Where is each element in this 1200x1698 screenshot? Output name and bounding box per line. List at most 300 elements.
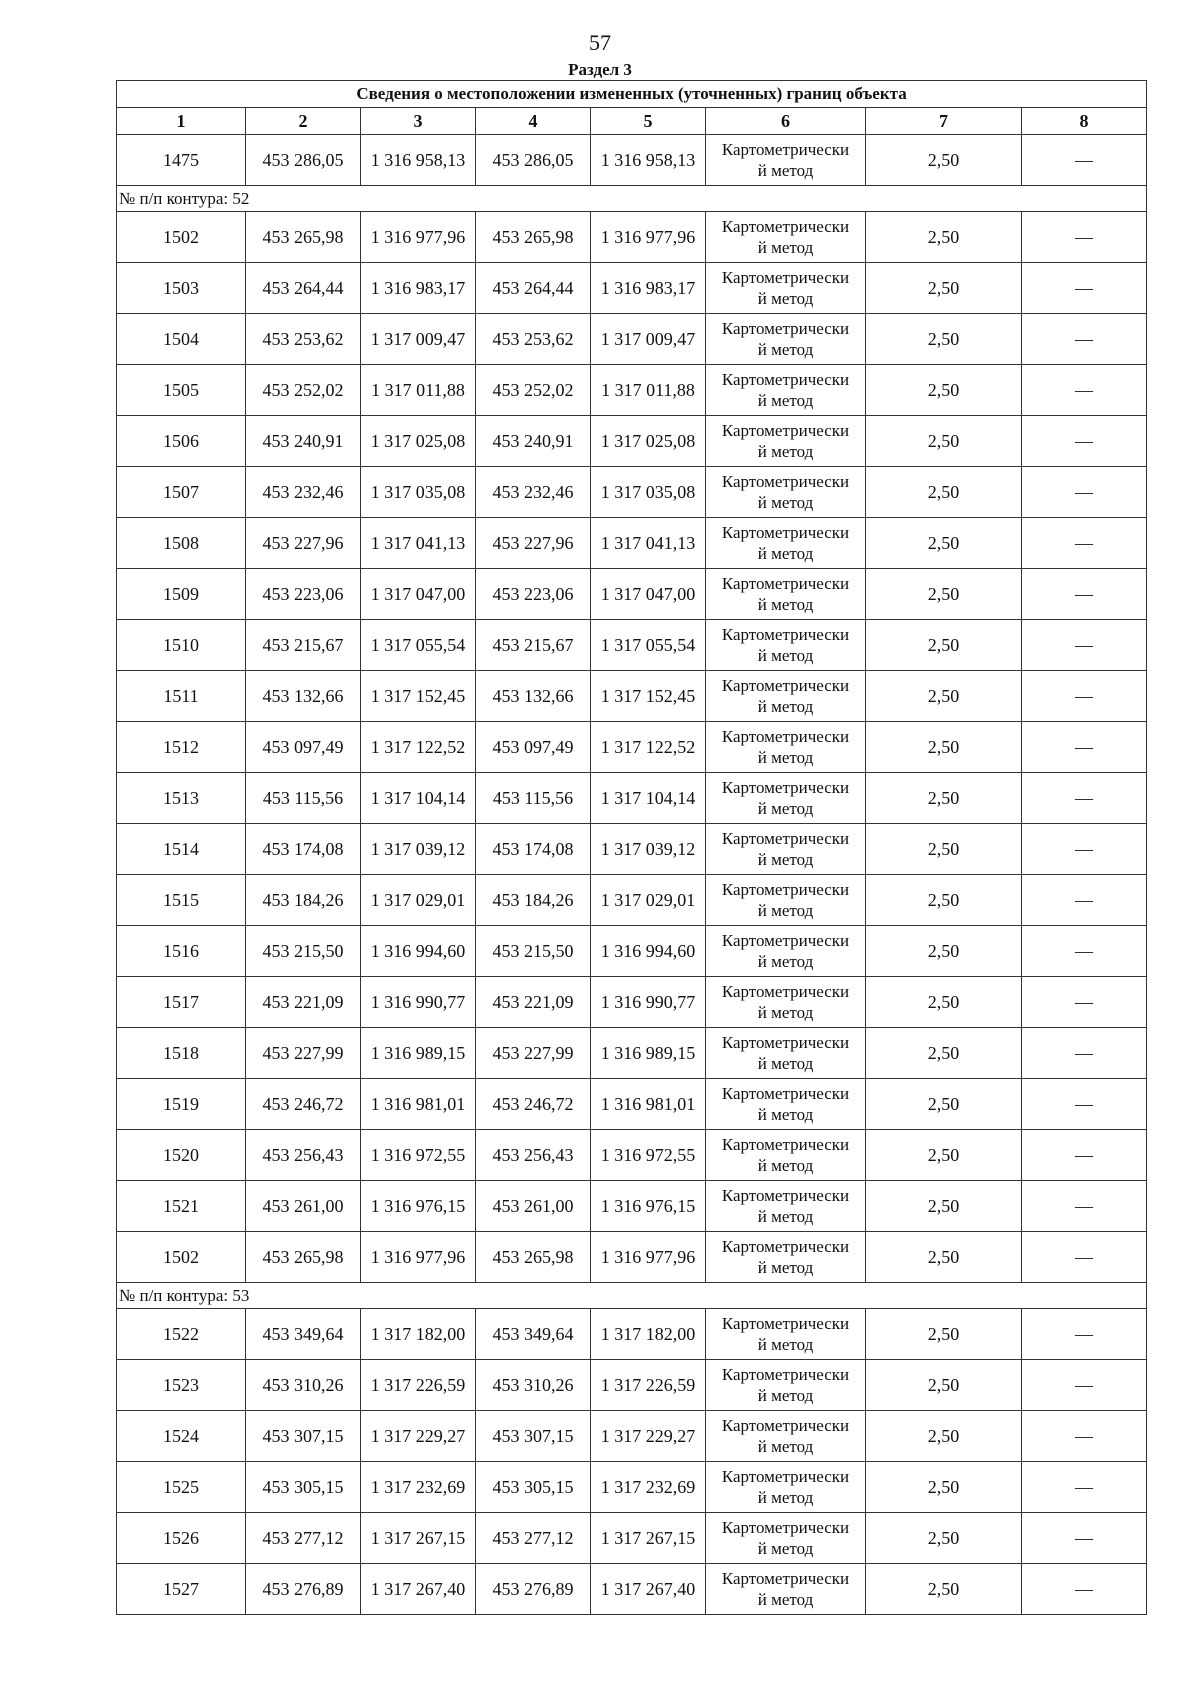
method-cell [706, 135, 866, 186]
description-cell: — [1022, 620, 1147, 671]
description-cell: — [1022, 1079, 1147, 1130]
method-cell [706, 518, 866, 569]
y-old-cell: 1 316 990,77 [361, 977, 476, 1028]
x-old-cell: 453 097,49 [246, 722, 361, 773]
method-text-line2: й метод [757, 1590, 814, 1609]
table-row [117, 977, 1147, 1028]
x-old-cell: 453 232,46 [246, 467, 361, 518]
y-new-cell: 1 316 977,96 [591, 212, 706, 263]
method-text-line2: й метод [757, 1054, 814, 1073]
column-number: 7 [866, 108, 1022, 135]
method-text-line1: Картометрически [721, 1518, 850, 1537]
x-new-cell: 453 232,46 [476, 467, 591, 518]
x-new-cell: 453 115,56 [476, 773, 591, 824]
method-text-line2: й метод [757, 1207, 814, 1226]
precision-cell: 2,50 [866, 467, 1022, 518]
table-row [117, 773, 1147, 824]
y-old-cell: 1 317 232,69 [361, 1462, 476, 1513]
x-old-cell: 453 256,43 [246, 1130, 361, 1181]
coordinates-table [116, 80, 1147, 1615]
description-cell: — [1022, 824, 1147, 875]
x-old-cell: 453 227,96 [246, 518, 361, 569]
method-text-line1: Картометрически [721, 676, 850, 695]
table-row [117, 416, 1147, 467]
x-old-cell: 453 221,09 [246, 977, 361, 1028]
method-cell [706, 875, 866, 926]
table-row [117, 314, 1147, 365]
y-old-cell: 1 317 055,54 [361, 620, 476, 671]
y-new-cell: 1 317 025,08 [591, 416, 706, 467]
table-row [117, 875, 1147, 926]
precision-cell: 2,50 [866, 1309, 1022, 1360]
method-cell [706, 263, 866, 314]
method-text-line2: й метод [757, 544, 814, 563]
x-old-cell: 453 215,67 [246, 620, 361, 671]
contour-label: № п/п контура: 52 [117, 186, 1147, 212]
table-row [117, 518, 1147, 569]
point-number-cell: 1510 [117, 620, 246, 671]
table-body [117, 81, 1147, 1615]
x-old-cell: 453 310,26 [246, 1360, 361, 1411]
method-text-line2: й метод [757, 952, 814, 971]
method-text-line1: Картометрически [721, 778, 850, 797]
description-cell: — [1022, 135, 1147, 186]
x-old-cell: 453 253,62 [246, 314, 361, 365]
table-row [117, 1411, 1147, 1462]
column-number: 3 [361, 108, 476, 135]
y-old-cell: 1 317 122,52 [361, 722, 476, 773]
y-old-cell: 1 317 226,59 [361, 1360, 476, 1411]
precision-cell: 2,50 [866, 1181, 1022, 1232]
description-cell: — [1022, 1130, 1147, 1181]
table-row [117, 1462, 1147, 1513]
contour-row [117, 186, 1147, 212]
x-new-cell: 453 221,09 [476, 977, 591, 1028]
y-new-cell: 1 317 182,00 [591, 1309, 706, 1360]
method-text-line1: Картометрически [721, 1467, 850, 1486]
table-row [117, 569, 1147, 620]
precision-cell: 2,50 [866, 365, 1022, 416]
method-text-line2: й метод [757, 748, 814, 767]
x-new-cell: 453 227,99 [476, 1028, 591, 1079]
y-new-cell: 1 317 011,88 [591, 365, 706, 416]
table-row [117, 1130, 1147, 1181]
table-title: Сведения о местоположении измененных (уточненных) границ объекта [117, 81, 1147, 108]
y-old-cell: 1 317 041,13 [361, 518, 476, 569]
column-number: 5 [591, 108, 706, 135]
x-new-cell: 453 256,43 [476, 1130, 591, 1181]
description-cell: — [1022, 671, 1147, 722]
method-text-line2: й метод [757, 289, 814, 308]
point-number-cell: 1523 [117, 1360, 246, 1411]
method-text-line1: Картометрически [721, 421, 850, 440]
y-old-cell: 1 317 035,08 [361, 467, 476, 518]
point-number-cell: 1519 [117, 1079, 246, 1130]
y-old-cell: 1 316 981,01 [361, 1079, 476, 1130]
point-number-cell: 1520 [117, 1130, 246, 1181]
method-text-line1: Картометрически [721, 217, 850, 236]
method-text-line2: й метод [757, 442, 814, 461]
point-number-cell: 1518 [117, 1028, 246, 1079]
method-cell [706, 569, 866, 620]
precision-cell: 2,50 [866, 875, 1022, 926]
x-old-cell: 453 305,15 [246, 1462, 361, 1513]
description-cell: — [1022, 1360, 1147, 1411]
table-row [117, 263, 1147, 314]
x-new-cell: 453 240,91 [476, 416, 591, 467]
y-new-cell: 1 316 981,01 [591, 1079, 706, 1130]
method-text-line2: й метод [757, 391, 814, 410]
precision-cell: 2,50 [866, 773, 1022, 824]
x-old-cell: 453 276,89 [246, 1564, 361, 1615]
method-cell [706, 977, 866, 1028]
method-text-line2: й метод [757, 799, 814, 818]
table-title-row [117, 81, 1147, 108]
point-number-cell: 1512 [117, 722, 246, 773]
precision-cell: 2,50 [866, 824, 1022, 875]
x-new-cell: 453 307,15 [476, 1411, 591, 1462]
method-text-line1: Картометрически [721, 1033, 850, 1052]
method-cell [706, 1079, 866, 1130]
table-row [117, 722, 1147, 773]
y-new-cell: 1 317 226,59 [591, 1360, 706, 1411]
x-old-cell: 453 307,15 [246, 1411, 361, 1462]
method-text-line2: й метод [757, 1437, 814, 1456]
method-text-line2: й метод [757, 1258, 814, 1277]
method-cell [706, 1028, 866, 1079]
y-old-cell: 1 317 025,08 [361, 416, 476, 467]
x-old-cell: 453 240,91 [246, 416, 361, 467]
precision-cell: 2,50 [866, 1513, 1022, 1564]
precision-cell: 2,50 [866, 1028, 1022, 1079]
y-new-cell: 1 317 122,52 [591, 722, 706, 773]
point-number-cell: 1507 [117, 467, 246, 518]
method-text-line1: Картометрически [721, 370, 850, 389]
point-number-cell: 1516 [117, 926, 246, 977]
x-new-cell: 453 310,26 [476, 1360, 591, 1411]
y-new-cell: 1 317 039,12 [591, 824, 706, 875]
method-text-line1: Картометрически [721, 1569, 850, 1588]
precision-cell: 2,50 [866, 1079, 1022, 1130]
point-number-cell: 1502 [117, 1232, 246, 1283]
method-cell [706, 212, 866, 263]
x-new-cell: 453 261,00 [476, 1181, 591, 1232]
point-number-cell: 1521 [117, 1181, 246, 1232]
precision-cell: 2,50 [866, 926, 1022, 977]
method-text-line2: й метод [757, 161, 814, 180]
description-cell: — [1022, 314, 1147, 365]
precision-cell: 2,50 [866, 135, 1022, 186]
description-cell: — [1022, 365, 1147, 416]
table-row [117, 467, 1147, 518]
column-number: 2 [246, 108, 361, 135]
y-new-cell: 1 317 232,69 [591, 1462, 706, 1513]
method-cell [706, 773, 866, 824]
point-number-cell: 1514 [117, 824, 246, 875]
y-new-cell: 1 317 267,40 [591, 1564, 706, 1615]
method-text-line2: й метод [757, 646, 814, 665]
description-cell: — [1022, 518, 1147, 569]
method-cell [706, 1360, 866, 1411]
y-old-cell: 1 317 267,15 [361, 1513, 476, 1564]
description-cell: — [1022, 722, 1147, 773]
point-number-cell: 1509 [117, 569, 246, 620]
precision-cell: 2,50 [866, 1130, 1022, 1181]
method-text-line2: й метод [757, 1539, 814, 1558]
description-cell: — [1022, 263, 1147, 314]
x-new-cell: 453 305,15 [476, 1462, 591, 1513]
column-number: 1 [117, 108, 246, 135]
point-number-cell: 1502 [117, 212, 246, 263]
method-cell [706, 926, 866, 977]
description-cell: — [1022, 1564, 1147, 1615]
method-text-line2: й метод [757, 340, 814, 359]
y-new-cell: 1 316 972,55 [591, 1130, 706, 1181]
method-text-line1: Картометрически [721, 1416, 850, 1435]
x-old-cell: 453 132,66 [246, 671, 361, 722]
method-text-line2: й метод [757, 697, 814, 716]
page-number: 57 [589, 30, 611, 55]
method-cell [706, 1564, 866, 1615]
y-old-cell: 1 317 047,00 [361, 569, 476, 620]
section-title: Раздел 3 [568, 60, 632, 79]
y-new-cell: 1 317 009,47 [591, 314, 706, 365]
method-text-line2: й метод [757, 850, 814, 869]
x-old-cell: 453 227,99 [246, 1028, 361, 1079]
x-old-cell: 453 215,50 [246, 926, 361, 977]
method-text-line1: Картометрически [721, 523, 850, 542]
column-number: 6 [706, 108, 866, 135]
contour-row [117, 1283, 1147, 1309]
description-cell: — [1022, 773, 1147, 824]
x-new-cell: 453 246,72 [476, 1079, 591, 1130]
x-old-cell: 453 265,98 [246, 1232, 361, 1283]
method-text-line1: Картометрически [721, 1237, 850, 1256]
precision-cell: 2,50 [866, 1462, 1022, 1513]
y-new-cell: 1 316 958,13 [591, 135, 706, 186]
description-cell: — [1022, 875, 1147, 926]
method-cell [706, 1462, 866, 1513]
precision-cell: 2,50 [866, 671, 1022, 722]
x-old-cell: 453 286,05 [246, 135, 361, 186]
precision-cell: 2,50 [866, 722, 1022, 773]
method-text-line2: й метод [757, 1386, 814, 1405]
x-new-cell: 453 265,98 [476, 1232, 591, 1283]
method-cell [706, 1513, 866, 1564]
x-new-cell: 453 252,02 [476, 365, 591, 416]
precision-cell: 2,50 [866, 1411, 1022, 1462]
y-old-cell: 1 316 994,60 [361, 926, 476, 977]
description-cell: — [1022, 1309, 1147, 1360]
method-text-line1: Картометрически [721, 880, 850, 899]
point-number-cell: 1517 [117, 977, 246, 1028]
precision-cell: 2,50 [866, 977, 1022, 1028]
table-row [117, 620, 1147, 671]
precision-cell: 2,50 [866, 1360, 1022, 1411]
method-cell [706, 1232, 866, 1283]
method-text-line2: й метод [757, 1335, 814, 1354]
table-row [117, 671, 1147, 722]
description-cell: — [1022, 1181, 1147, 1232]
method-cell [706, 314, 866, 365]
table-row [117, 212, 1147, 263]
method-text-line1: Картометрически [721, 472, 850, 491]
method-text-line1: Картометрически [721, 268, 850, 287]
method-cell [706, 365, 866, 416]
y-old-cell: 1 316 977,96 [361, 1232, 476, 1283]
x-old-cell: 453 174,08 [246, 824, 361, 875]
method-cell [706, 467, 866, 518]
column-number: 8 [1022, 108, 1147, 135]
method-cell [706, 671, 866, 722]
x-new-cell: 453 223,06 [476, 569, 591, 620]
method-text-line1: Картометрически [721, 319, 850, 338]
x-old-cell: 453 264,44 [246, 263, 361, 314]
method-text-line1: Картометрически [721, 1084, 850, 1103]
x-old-cell: 453 349,64 [246, 1309, 361, 1360]
x-new-cell: 453 184,26 [476, 875, 591, 926]
method-text-line2: й метод [757, 238, 814, 257]
y-old-cell: 1 317 009,47 [361, 314, 476, 365]
x-old-cell: 453 252,02 [246, 365, 361, 416]
description-cell: — [1022, 1411, 1147, 1462]
method-text-line1: Картометрически [721, 931, 850, 950]
y-old-cell: 1 316 989,15 [361, 1028, 476, 1079]
precision-cell: 2,50 [866, 263, 1022, 314]
method-text-line2: й метод [757, 595, 814, 614]
point-number-cell: 1525 [117, 1462, 246, 1513]
point-number-cell: 1505 [117, 365, 246, 416]
x-new-cell: 453 227,96 [476, 518, 591, 569]
description-cell: — [1022, 569, 1147, 620]
description-cell: — [1022, 467, 1147, 518]
method-text-line2: й метод [757, 1105, 814, 1124]
x-new-cell: 453 286,05 [476, 135, 591, 186]
method-cell [706, 824, 866, 875]
point-number-cell: 1522 [117, 1309, 246, 1360]
method-text-line1: Картометрически [721, 140, 850, 159]
x-new-cell: 453 174,08 [476, 824, 591, 875]
y-new-cell: 1 317 041,13 [591, 518, 706, 569]
x-new-cell: 453 132,66 [476, 671, 591, 722]
point-number-cell: 1526 [117, 1513, 246, 1564]
x-new-cell: 453 349,64 [476, 1309, 591, 1360]
x-new-cell: 453 265,98 [476, 212, 591, 263]
y-new-cell: 1 317 152,45 [591, 671, 706, 722]
method-text-line1: Картометрически [721, 982, 850, 1001]
method-text-line2: й метод [757, 1488, 814, 1507]
x-old-cell: 453 184,26 [246, 875, 361, 926]
y-old-cell: 1 316 977,96 [361, 212, 476, 263]
precision-cell: 2,50 [866, 416, 1022, 467]
y-new-cell: 1 317 055,54 [591, 620, 706, 671]
point-number-cell: 1524 [117, 1411, 246, 1462]
point-number-cell: 1513 [117, 773, 246, 824]
y-new-cell: 1 316 977,96 [591, 1232, 706, 1283]
y-old-cell: 1 317 229,27 [361, 1411, 476, 1462]
y-old-cell: 1 317 104,14 [361, 773, 476, 824]
description-cell: — [1022, 212, 1147, 263]
table-row [117, 1232, 1147, 1283]
y-old-cell: 1 317 152,45 [361, 671, 476, 722]
y-new-cell: 1 317 104,14 [591, 773, 706, 824]
y-old-cell: 1 316 976,15 [361, 1181, 476, 1232]
description-cell: — [1022, 1462, 1147, 1513]
y-old-cell: 1 316 983,17 [361, 263, 476, 314]
point-number-cell: 1508 [117, 518, 246, 569]
column-number: 4 [476, 108, 591, 135]
y-new-cell: 1 317 029,01 [591, 875, 706, 926]
point-number-cell: 1475 [117, 135, 246, 186]
column-number-row [117, 108, 1147, 135]
x-old-cell: 453 261,00 [246, 1181, 361, 1232]
y-new-cell: 1 317 047,00 [591, 569, 706, 620]
precision-cell: 2,50 [866, 1564, 1022, 1615]
description-cell: — [1022, 926, 1147, 977]
point-number-cell: 1527 [117, 1564, 246, 1615]
method-text-line1: Картометрически [721, 1365, 850, 1384]
y-new-cell: 1 317 267,15 [591, 1513, 706, 1564]
table-row [117, 1564, 1147, 1615]
table-row [117, 1513, 1147, 1564]
method-text-line2: й метод [757, 1156, 814, 1175]
table-row [117, 1309, 1147, 1360]
y-new-cell: 1 316 990,77 [591, 977, 706, 1028]
table-row [117, 1360, 1147, 1411]
point-number-cell: 1511 [117, 671, 246, 722]
y-new-cell: 1 317 035,08 [591, 467, 706, 518]
y-new-cell: 1 316 994,60 [591, 926, 706, 977]
method-text-line1: Картометрически [721, 1135, 850, 1154]
y-new-cell: 1 317 229,27 [591, 1411, 706, 1462]
method-text-line1: Картометрически [721, 625, 850, 644]
y-old-cell: 1 317 267,40 [361, 1564, 476, 1615]
description-cell: — [1022, 1028, 1147, 1079]
x-new-cell: 453 215,50 [476, 926, 591, 977]
description-cell: — [1022, 1513, 1147, 1564]
table-row [117, 1181, 1147, 1232]
precision-cell: 2,50 [866, 569, 1022, 620]
x-new-cell: 453 277,12 [476, 1513, 591, 1564]
method-cell [706, 1181, 866, 1232]
table-row [117, 926, 1147, 977]
x-new-cell: 453 264,44 [476, 263, 591, 314]
point-number-cell: 1515 [117, 875, 246, 926]
point-number-cell: 1506 [117, 416, 246, 467]
precision-cell: 2,50 [866, 518, 1022, 569]
x-old-cell: 453 223,06 [246, 569, 361, 620]
x-old-cell: 453 246,72 [246, 1079, 361, 1130]
method-text-line2: й метод [757, 1003, 814, 1022]
method-text-line1: Картометрически [721, 574, 850, 593]
x-new-cell: 453 097,49 [476, 722, 591, 773]
method-text-line1: Картометрически [721, 1314, 850, 1333]
table-row [117, 824, 1147, 875]
method-cell [706, 722, 866, 773]
y-new-cell: 1 316 989,15 [591, 1028, 706, 1079]
precision-cell: 2,50 [866, 620, 1022, 671]
method-cell [706, 416, 866, 467]
point-number-cell: 1503 [117, 263, 246, 314]
precision-cell: 2,50 [866, 314, 1022, 365]
contour-label: № п/п контура: 53 [117, 1283, 1147, 1309]
table-row [117, 135, 1147, 186]
description-cell: — [1022, 977, 1147, 1028]
method-text-line1: Картометрически [721, 727, 850, 746]
table-row [117, 365, 1147, 416]
method-cell [706, 1130, 866, 1181]
y-old-cell: 1 316 958,13 [361, 135, 476, 186]
